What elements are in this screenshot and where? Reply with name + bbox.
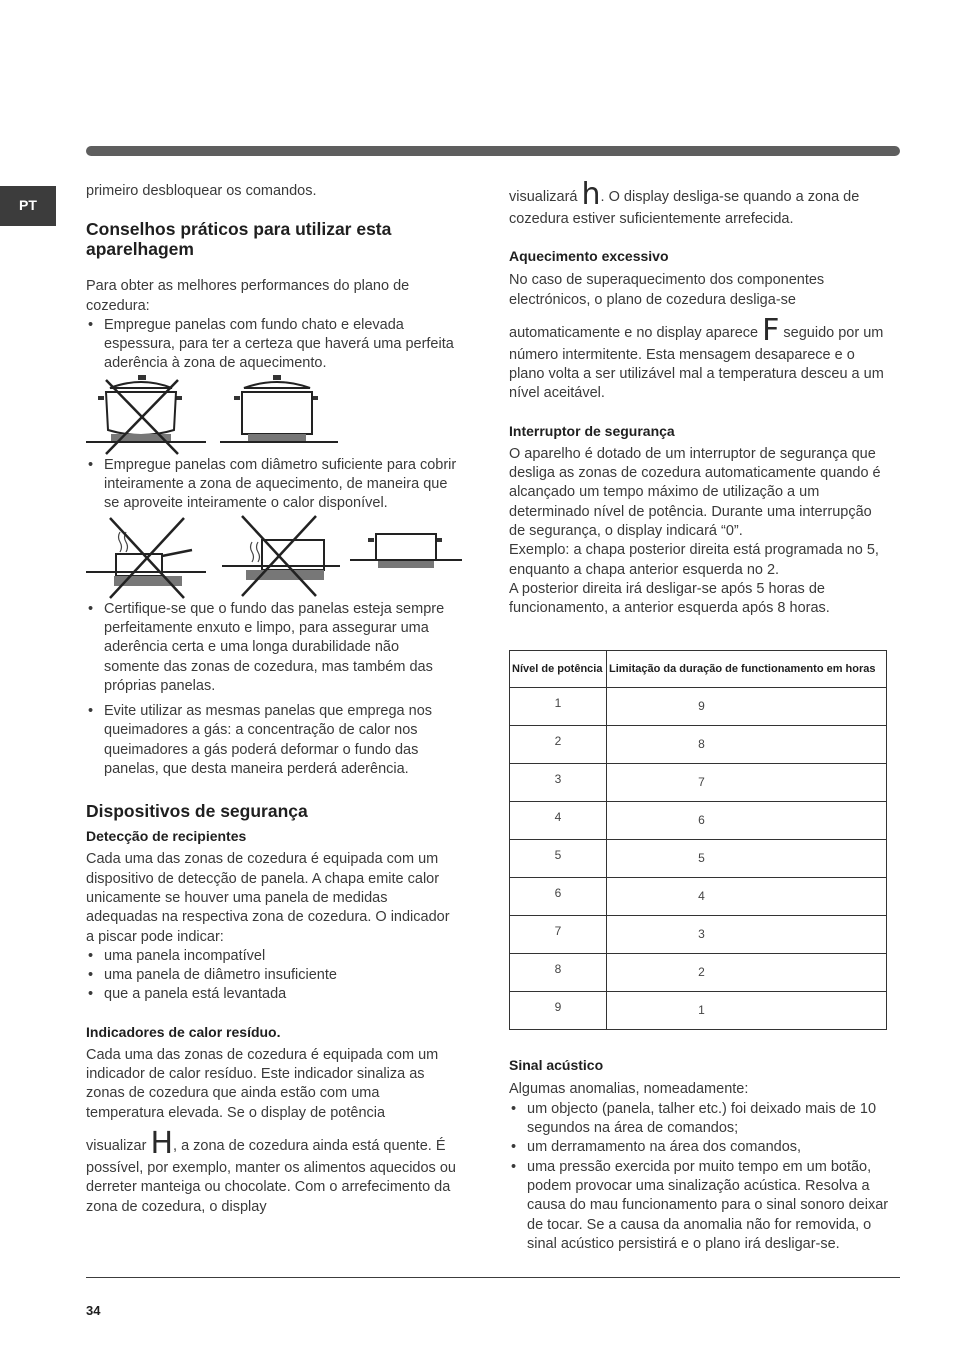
list-item: • Empregue panelas com fundo chato e elevada espessura, para ter a certeza que haverá uma perfeita aderência à zona de aquecimento.: [86, 316, 458, 374]
display-h-glyph: H: [150, 1125, 174, 1161]
display-h-lower-glyph: h: [581, 177, 601, 212]
list-item: • que a panela está levantada: [86, 985, 458, 1004]
table-row: 5 5: [510, 840, 887, 878]
list-item: • Certifique-se que o fundo das panelas esteja sempre perfeitamente enxuto e limpo, para assegurar uma aderência certa e uma longa durabilidade não somente das zonas de cozedura, mas também das próprias panelas.: [86, 600, 458, 696]
table-header-limit: Limitação da duração de functionamento em horas: [607, 651, 887, 688]
safety-switch-title: Interruptor de segurança: [509, 422, 675, 439]
pan-deformed-icon: [86, 375, 206, 454]
pan-small-icon: [86, 518, 206, 598]
pan-flat-icon: [220, 375, 338, 442]
language-tab: PT: [0, 186, 56, 226]
table-row: 2 8: [510, 726, 887, 764]
intro-text: primeiro desbloquear os comandos.: [86, 183, 317, 199]
pan-figure-diameter: [86, 514, 458, 600]
section-title-safety: Dispositivos de segurança: [86, 801, 308, 822]
safety-example-2: A posterior direita irá desligar-se após 5 horas de funcionamento, a anterior esquerda após 8 horas.: [509, 580, 830, 617]
right-column: [509, 177, 891, 1254]
detection-title: Detecção de recipientes: [86, 828, 247, 845]
residual-heat-continued: visualizará h. O display desliga-se quando a zona de cozedura estiver suficientemente arrefecida.: [509, 177, 860, 227]
list-item: • uma panela incompatível: [86, 947, 458, 966]
display-f-glyph: F: [762, 312, 780, 348]
power-limit-table: [509, 650, 887, 1030]
safety-example: Exemplo: a chapa posterior direita está programada no 5, enquanto a chapa anterior esquerda no 2.: [509, 542, 879, 578]
overheat-text: No caso de superaquecimento dos componentes electrónicos, o plano de cozedura desliga-se automaticamente e no display aparece F seguido por um número intermitente. Esta mensagem desaparece e o plano volta a ser utilizável mal a temperatura desceu a um nível aceitável.: [509, 272, 884, 402]
overheat-title: Aquecimento excessivo: [509, 248, 669, 265]
safety-switch-text: O aparelho é dotado de um interruptor de segurança que desliga as zonas de cozedura automaticamente quando é alcançado um tempo máximo de utilização a um determinado nível de potência. Durante uma interrupção de segurança, o display indicará “0”.: [509, 445, 881, 539]
table-row: 9 1: [510, 992, 887, 1030]
acoustic-title: Sinal acústico: [509, 1057, 604, 1074]
section-title-practical-advice: Conselhos práticos para utilizar esta aparelhagem: [86, 219, 392, 260]
list-item: • um objecto (panela, talher etc.) foi deixado mais de 10 segundos na área de comandos;: [509, 1100, 891, 1139]
list-item: • Evite utilizar as mesmas panelas que emprega nos queimadores a gás: a concentração de calor nos queimadores a gás poderá deformar o fundo das panelas, que desta maneira perderá aderência.: [86, 702, 458, 779]
list-item: • um derramamento na área dos comandos,: [509, 1138, 891, 1157]
practical-intro: Para obter as melhores performances do plano de cozedura:: [86, 278, 410, 314]
list-item: • uma panela de diâmetro insuficiente: [86, 966, 458, 985]
table-header-level: Nível de potência: [510, 651, 607, 688]
table-row: 8 2: [510, 954, 887, 992]
list-item: • Empregue panelas com diâmetro suficiente para cobrir inteiramente a zona de aquecimento, de maneira que se aproveite inteiramente o calor disponível.: [86, 456, 458, 514]
detection-text: Cada uma das zonas de cozedura é equipada com um dispositivo de detecção de panela. A chapa emite calor unicamente se houver uma panela de medidas adequadas na respectiva zona de cozedura. O indicador a piscar pode indicar:: [86, 851, 450, 945]
pan-figure-flat-bottom: [86, 374, 458, 456]
table-row: 4 6: [510, 802, 887, 840]
page-number: 34: [86, 1303, 101, 1318]
table-row: 7 3: [510, 916, 887, 954]
header-bar: [86, 146, 900, 156]
table-row: 1 9: [510, 688, 887, 726]
left-column: [86, 182, 458, 1217]
table-row: 3 7: [510, 764, 887, 802]
acoustic-intro: Algumas anomalias, nomeadamente:: [509, 1081, 749, 1098]
table-row: 6 4: [510, 878, 887, 916]
pan-correct-icon: [350, 534, 462, 568]
footer-rule: [86, 1277, 900, 1278]
residual-heat-title: Indicadores de calor resíduo.: [86, 1023, 281, 1040]
pan-medium-icon: [222, 516, 340, 596]
residual-heat-text: Cada uma das zonas de cozedura é equipada com um indicador de calor resíduo. Este indicador sinaliza as zonas de cozedura que ainda estão com uma temperatura elevada. Se o display de potência visualizar H, a zona de cozedura ainda está quente. É possível, por exemplo, manter os alimentos aquecidos ou derreter manteiga ou chocolate. Com o arrefecimento da zona de cozedura, o display: [86, 1046, 456, 1215]
list-item: • uma pressão exercida por muito tempo em um botão, podem provocar uma sinalização acústica. Resolva a causa do mau funcionamento para o sinal sonoro deixar de tocar. Se a causa da anomalia não for removida, o sinal acústico persistirá e o plano irá desligar-se.: [509, 1158, 891, 1254]
